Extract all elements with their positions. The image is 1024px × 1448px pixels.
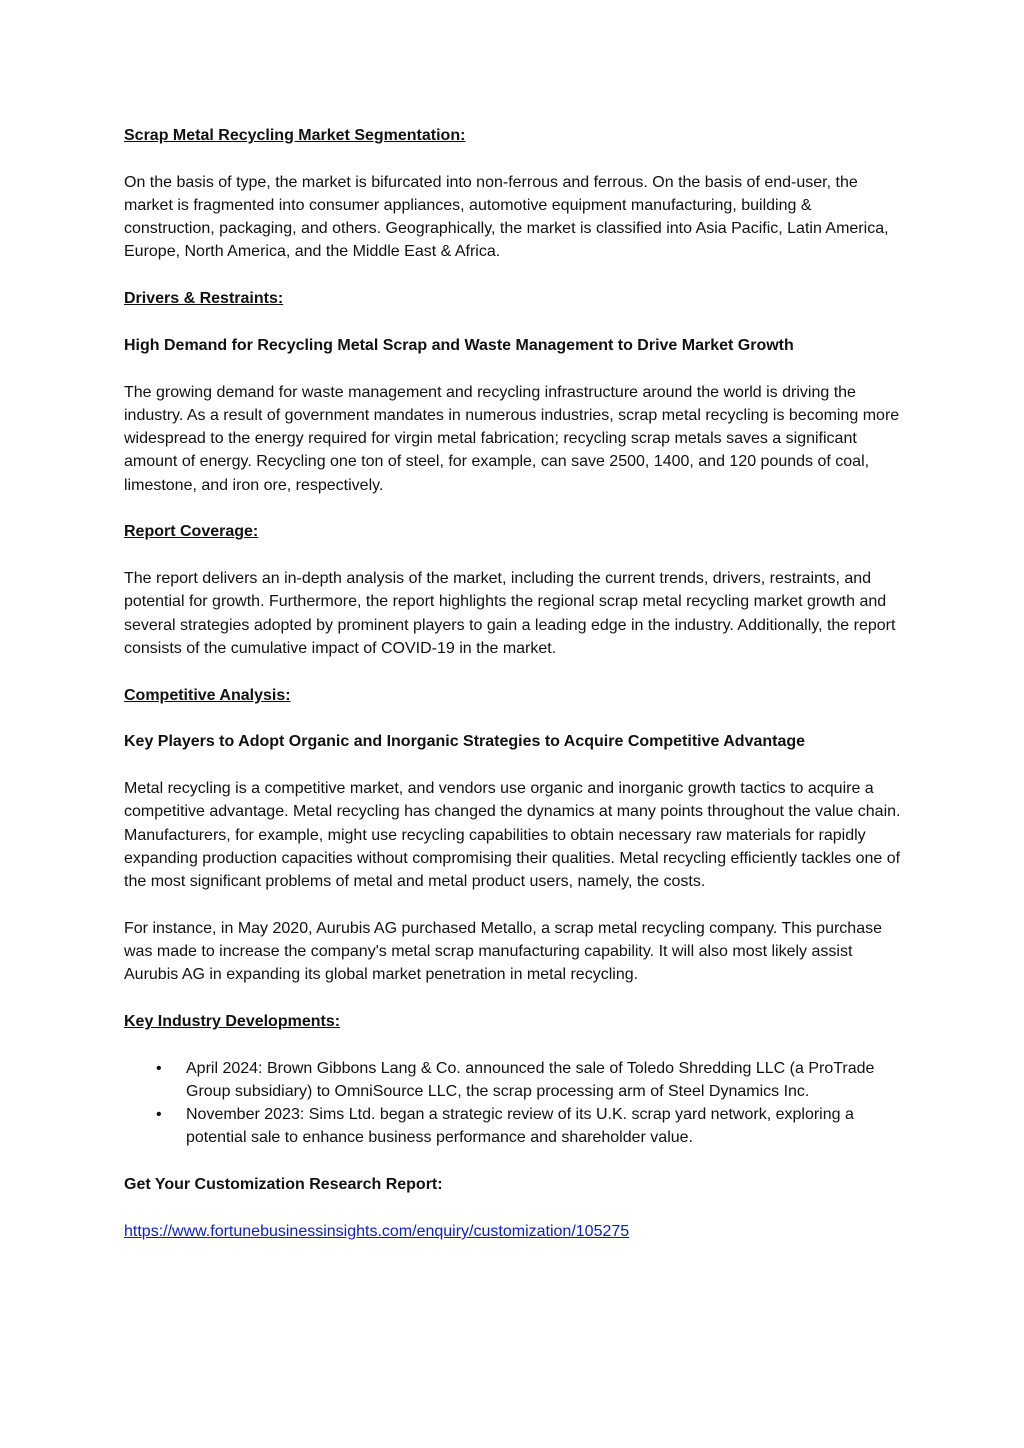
segmentation-heading: Scrap Metal Recycling Market Segmentation:: [124, 127, 466, 144]
competitive-subheading: Key Players to Adopt Organic and Inorganic Strategies to Acquire Competitive Advantage: [124, 733, 806, 751]
competitive-paragraph-2: For instance, in May 2020, Aurubis AG purchased Metallo, a scrap metal recycling company. This purchase was made to increase the company's metal scrap manufacturing capability. It will also most likely assist Aurubis AG in expanding its global market penetration in metal recycling.: [124, 919, 882, 984]
coverage-paragraph: The report delivers an in-depth analysis of the market, including the current trends, drivers, restraints, and potential for growth. Furthermore, the report highlights the regional scrap metal recycling market growth and several strategies adopted by prominent players to gain a leading edge in the industry. Additionally, the report consists of the cumulative impact of COVID-19 in the market.: [124, 570, 896, 657]
developments-heading: Key Industry Developments:: [124, 1013, 341, 1031]
developments-list: [124, 1057, 904, 1150]
bullet-icon: •: [156, 1059, 162, 1077]
customization-link-line: [124, 1220, 904, 1243]
list-item: [156, 1103, 904, 1149]
drivers-subheading: High Demand for Recycling Metal Scrap and Waste Management to Drive Market Growth: [124, 337, 794, 354]
bullet-icon: •: [156, 1106, 162, 1124]
development-text: November 2023: Sims Ltd. began a strategic review of its U.K. scrap yard network, exploring a potential sale to enhance business performance and shareholder value.: [186, 1106, 854, 1147]
development-text: April 2024: Brown Gibbons Lang & Co. announced the sale of Toledo Shredding LLC (a ProTrade Group subsidiary) to OmniSource LLC, the scrap processing arm of Steel Dynamics Inc.: [186, 1059, 875, 1101]
customization-heading: Get Your Customization Research Report:: [124, 1176, 443, 1194]
customization-link[interactable]: https://www.fortunebusinessinsights.com/enquiry/customization/105275: [124, 1223, 630, 1241]
list-item: [156, 1057, 904, 1103]
document-page: [124, 124, 904, 1243]
segmentation-paragraph: On the basis of type, the market is bifurcated into non-ferrous and ferrous. On the basis of end-user, the market is fragmented into consumer appliances, automotive equipment manufacturing, building & construction, packaging, and others. Geographically, the market is classified into Asia Pacific, Latin America, Europe, North America, and the Middle East & Africa.: [124, 173, 889, 261]
competitive-paragraph-1: Metal recycling is a competitive market, and vendors use organic and inorganic growth tactics to acquire a competitive advantage. Metal recycling has changed the dynamics at many points throughout the value chain. Manufacturers, for example, might use recycling capabilities to obtain necessary raw materials for rapidly expanding production capacities without compromising their qualities. Metal recycling efficiently tackles one of the most significant problems of metal and metal product users, namely, the costs.: [124, 780, 901, 891]
drivers-heading: Drivers & Restraints:: [124, 290, 284, 308]
coverage-heading: Report Coverage:: [124, 523, 259, 541]
competitive-heading: Competitive Analysis:: [124, 686, 291, 704]
drivers-paragraph: The growing demand for waste management and recycling infrastructure around the world is driving the industry. As a result of government mandates in numerous industries, scrap metal recycling is becoming more widespread to the energy required for virgin metal fabrication; recycling scrap metals saves a significant amount of energy. Recycling one ton of steel, for example, can save 2500, 1400, and 120 pounds of coal, limestone, and iron ore, respectively.: [124, 383, 900, 494]
